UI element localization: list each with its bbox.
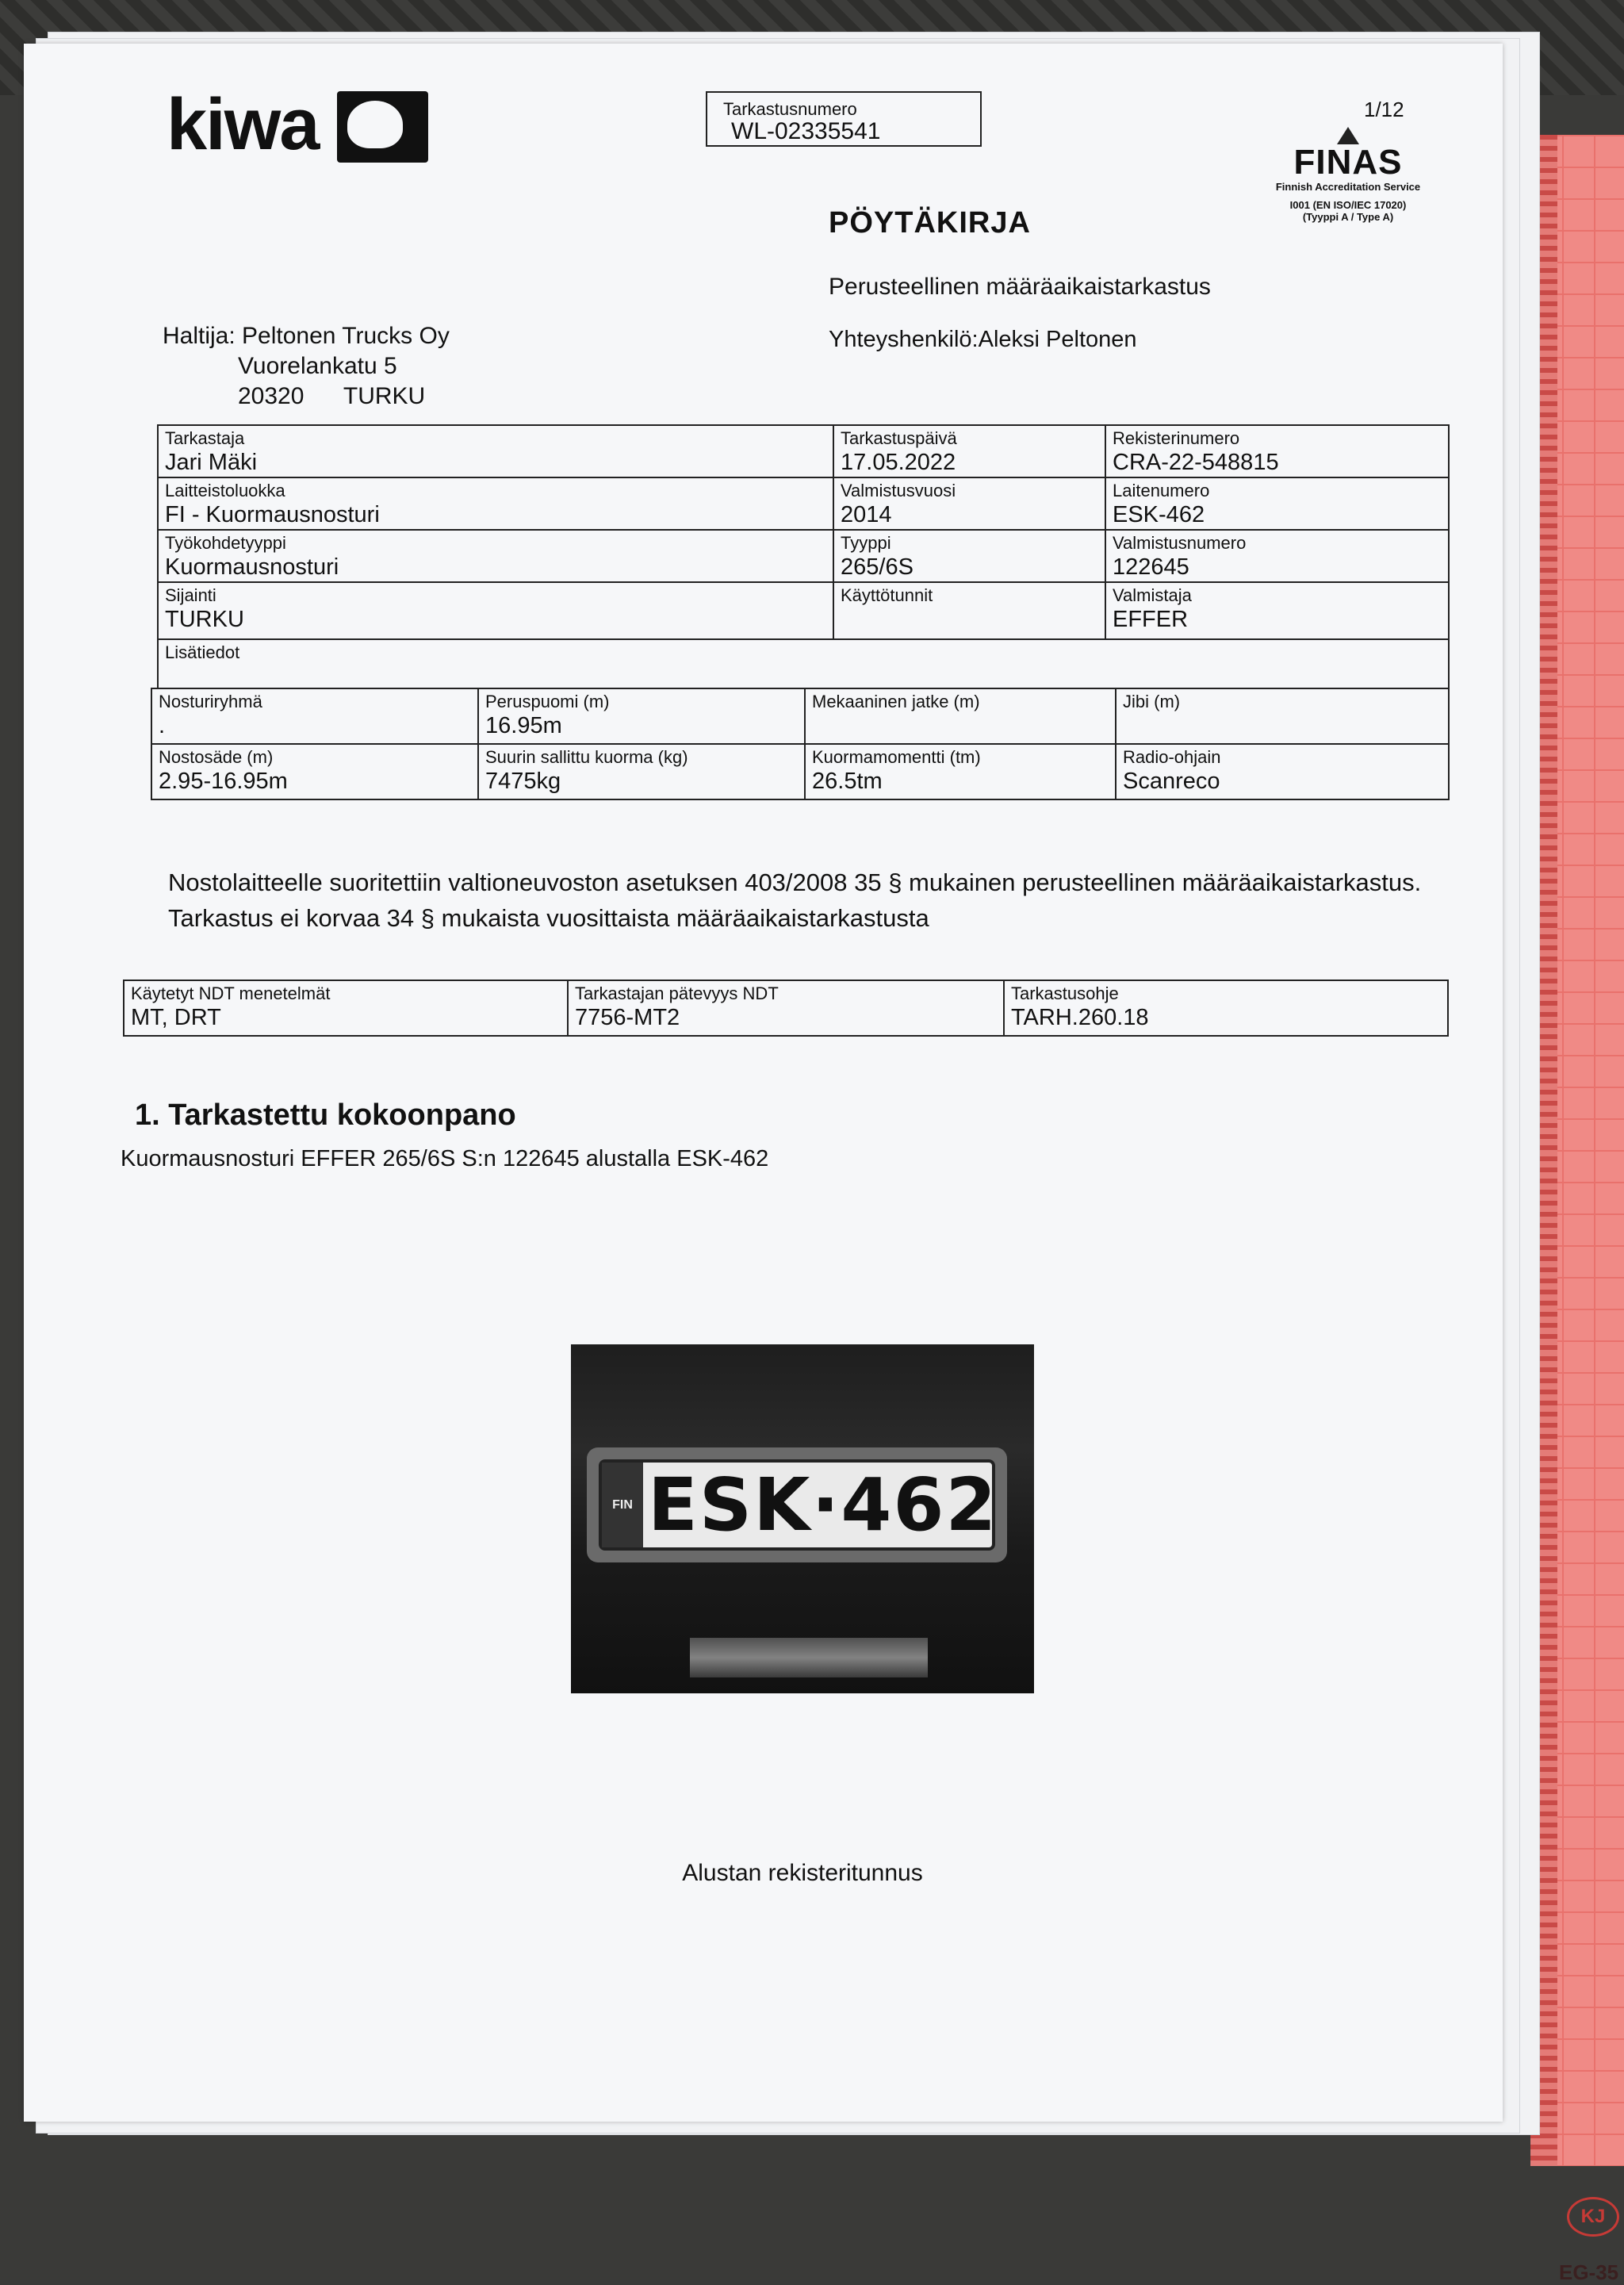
table-cell xyxy=(151,744,478,799)
crane-table xyxy=(151,688,1450,800)
cell-label: Nostosäde (m) xyxy=(159,747,274,767)
finas-name: FINAS xyxy=(1293,143,1403,182)
table-cell xyxy=(805,744,1116,799)
page-title: PÖYTÄKIRJA xyxy=(829,206,1031,240)
inspection-number: WL-02335541 xyxy=(731,118,881,144)
table-row xyxy=(158,582,1449,639)
section-heading: 1. Tarkastettu kokoonpano xyxy=(135,1098,516,1132)
info-table xyxy=(157,424,1450,689)
cell-label: Radio-ohjain xyxy=(1123,747,1221,767)
owner-line: Vuorelankatu 5 xyxy=(238,353,397,379)
cell-label: Laitenumero xyxy=(1113,481,1210,500)
finas-type: (Tyyppi A / Type A) xyxy=(1302,211,1394,223)
table-cell xyxy=(833,530,1105,582)
inspection-number-box xyxy=(706,91,982,147)
cell-label: Mekaaninen jatke (m) xyxy=(812,692,980,711)
cell-label: Rekisterinumero xyxy=(1113,428,1240,448)
cell-value: ESK-462 xyxy=(1113,502,1205,527)
owner-line: 20320 TURKU xyxy=(238,383,426,409)
owner-address xyxy=(163,321,450,412)
table-cell xyxy=(158,582,833,639)
red-folder xyxy=(1530,135,1624,2284)
page-subtitle: Perusteellinen määräaikaistarkastus xyxy=(829,274,1211,300)
cell-label: Työkohdetyyppi xyxy=(165,533,286,553)
cell-value: 7475kg xyxy=(485,769,561,794)
kiwa-mole-icon xyxy=(347,101,403,148)
table-cell xyxy=(1105,582,1449,639)
table-row xyxy=(158,530,1449,582)
table-row xyxy=(151,744,1449,799)
finas-service: Finnish Accreditation Service xyxy=(1275,181,1421,193)
table-cell xyxy=(124,980,568,1036)
cell-value: Jari Mäki xyxy=(165,450,258,475)
kiwa-logo-text: kiwa xyxy=(167,84,319,165)
cell-value: 7756-MT2 xyxy=(575,1005,680,1030)
cell-label: Laitteistoluokka xyxy=(165,481,285,500)
table-row xyxy=(158,477,1449,530)
cell-label: Valmistusvuosi xyxy=(841,481,956,500)
cell-label: Tyyppi xyxy=(841,533,891,553)
page-number: 1/12 xyxy=(1364,98,1404,121)
table-cell xyxy=(1116,688,1449,744)
finas-standard: I001 (EN ISO/IEC 17020) xyxy=(1289,199,1407,211)
table-row xyxy=(124,980,1448,1036)
table-cell xyxy=(1004,980,1448,1036)
table-cell xyxy=(158,530,833,582)
cell-label: Nosturiryhmä xyxy=(159,692,262,711)
table-cell xyxy=(805,688,1116,744)
license-plate-photo xyxy=(571,1344,1034,1693)
cell-label: Peruspuomi (m) xyxy=(485,692,610,711)
table-cell xyxy=(1105,530,1449,582)
cell-label: Lisätiedot xyxy=(165,642,240,662)
cell-label: Valmistusnumero xyxy=(1113,533,1247,553)
cell-value: EFFER xyxy=(1113,607,1189,632)
cell-value: . xyxy=(159,713,166,738)
cell-label: Suurin sallittu kuorma (kg) xyxy=(485,747,688,767)
cell-value: FI - Kuormausnosturi xyxy=(165,502,380,527)
document-page xyxy=(24,44,1503,2122)
table-cell xyxy=(158,425,833,477)
cell-label: Tarkastuspäivä xyxy=(841,428,957,448)
cell-value: 2014 xyxy=(841,502,892,527)
cell-label: Valmistaja xyxy=(1113,585,1192,605)
license-plate xyxy=(599,1459,998,1551)
cell-label: Tarkastusohje xyxy=(1011,983,1119,1003)
table-cell xyxy=(158,477,833,530)
table-row xyxy=(158,639,1449,688)
ndt-table xyxy=(123,980,1449,1037)
cell-value: Scanreco xyxy=(1123,769,1220,794)
table-cell xyxy=(478,688,805,744)
cell-value: 17.05.2022 xyxy=(841,450,956,475)
contact-person: Yhteyshenkilö:Aleksi Peltonen xyxy=(829,327,1137,352)
cell-label: Tarkastajan pätevyys NDT xyxy=(575,983,779,1003)
table-cell xyxy=(833,582,1105,639)
finas-logo xyxy=(1261,127,1435,270)
cell-value: 16.95m xyxy=(485,713,562,738)
cell-label: Kuormamomentti (tm) xyxy=(812,747,981,767)
table-cell xyxy=(568,980,1004,1036)
cell-value: TARH.260.18 xyxy=(1011,1005,1149,1030)
table-cell xyxy=(1105,477,1449,530)
photo-caption: Alustan rekisteritunnus xyxy=(682,1860,923,1886)
cell-value: 26.5tm xyxy=(812,769,883,794)
inspection-number-label: Tarkastusnumero xyxy=(723,99,857,119)
cell-label: Käytetyt NDT menetelmät xyxy=(131,983,331,1003)
plate-light xyxy=(690,1638,928,1677)
cell-value: MT, DRT xyxy=(131,1005,221,1030)
cell-label: Sijainti xyxy=(165,585,216,605)
table-row xyxy=(158,425,1449,477)
table-row xyxy=(151,688,1449,744)
cell-label: Tarkastaja xyxy=(165,428,245,448)
table-cell xyxy=(151,688,478,744)
folder-badge: KJ xyxy=(1567,2197,1619,2237)
table-cell xyxy=(158,639,1449,688)
statement-paragraph: Nostolaitteelle suoritettiin valtioneuvoston asetuksen 403/2008 35 § mukainen perusteellinen määräaikaistarkastus. Tarkastus ei korvaa 34 § mukaista vuosittaista määräaikaistarkastusta xyxy=(168,868,1422,932)
cell-value: 2.95-16.95m xyxy=(159,769,288,794)
cell-label: Käyttötunnit xyxy=(841,585,933,605)
cell-label: Jibi (m) xyxy=(1123,692,1181,711)
table-cell xyxy=(1105,425,1449,477)
table-cell xyxy=(833,425,1105,477)
table-cell xyxy=(478,744,805,799)
table-cell xyxy=(833,477,1105,530)
finas-triangle-icon xyxy=(1337,127,1359,144)
plate-number: ESK·462 xyxy=(648,1463,998,1547)
section-body: Kuormausnosturi EFFER 265/6S S:n 122645 alustalla ESK-462 xyxy=(121,1146,769,1171)
cell-value: TURKU xyxy=(165,607,244,632)
cell-value: 122645 xyxy=(1113,554,1189,580)
folder-code: EG-35 xyxy=(1559,2260,1619,2284)
table-cell xyxy=(1116,744,1449,799)
cell-value: 265/6S xyxy=(841,554,914,580)
kiwa-logo xyxy=(167,83,428,167)
owner-line: Haltija: Peltonen Trucks Oy xyxy=(163,323,450,349)
plate-country-code: FIN xyxy=(602,1463,643,1547)
cell-value: CRA-22-548815 xyxy=(1113,450,1279,475)
cell-value: Kuormausnosturi xyxy=(165,554,339,580)
